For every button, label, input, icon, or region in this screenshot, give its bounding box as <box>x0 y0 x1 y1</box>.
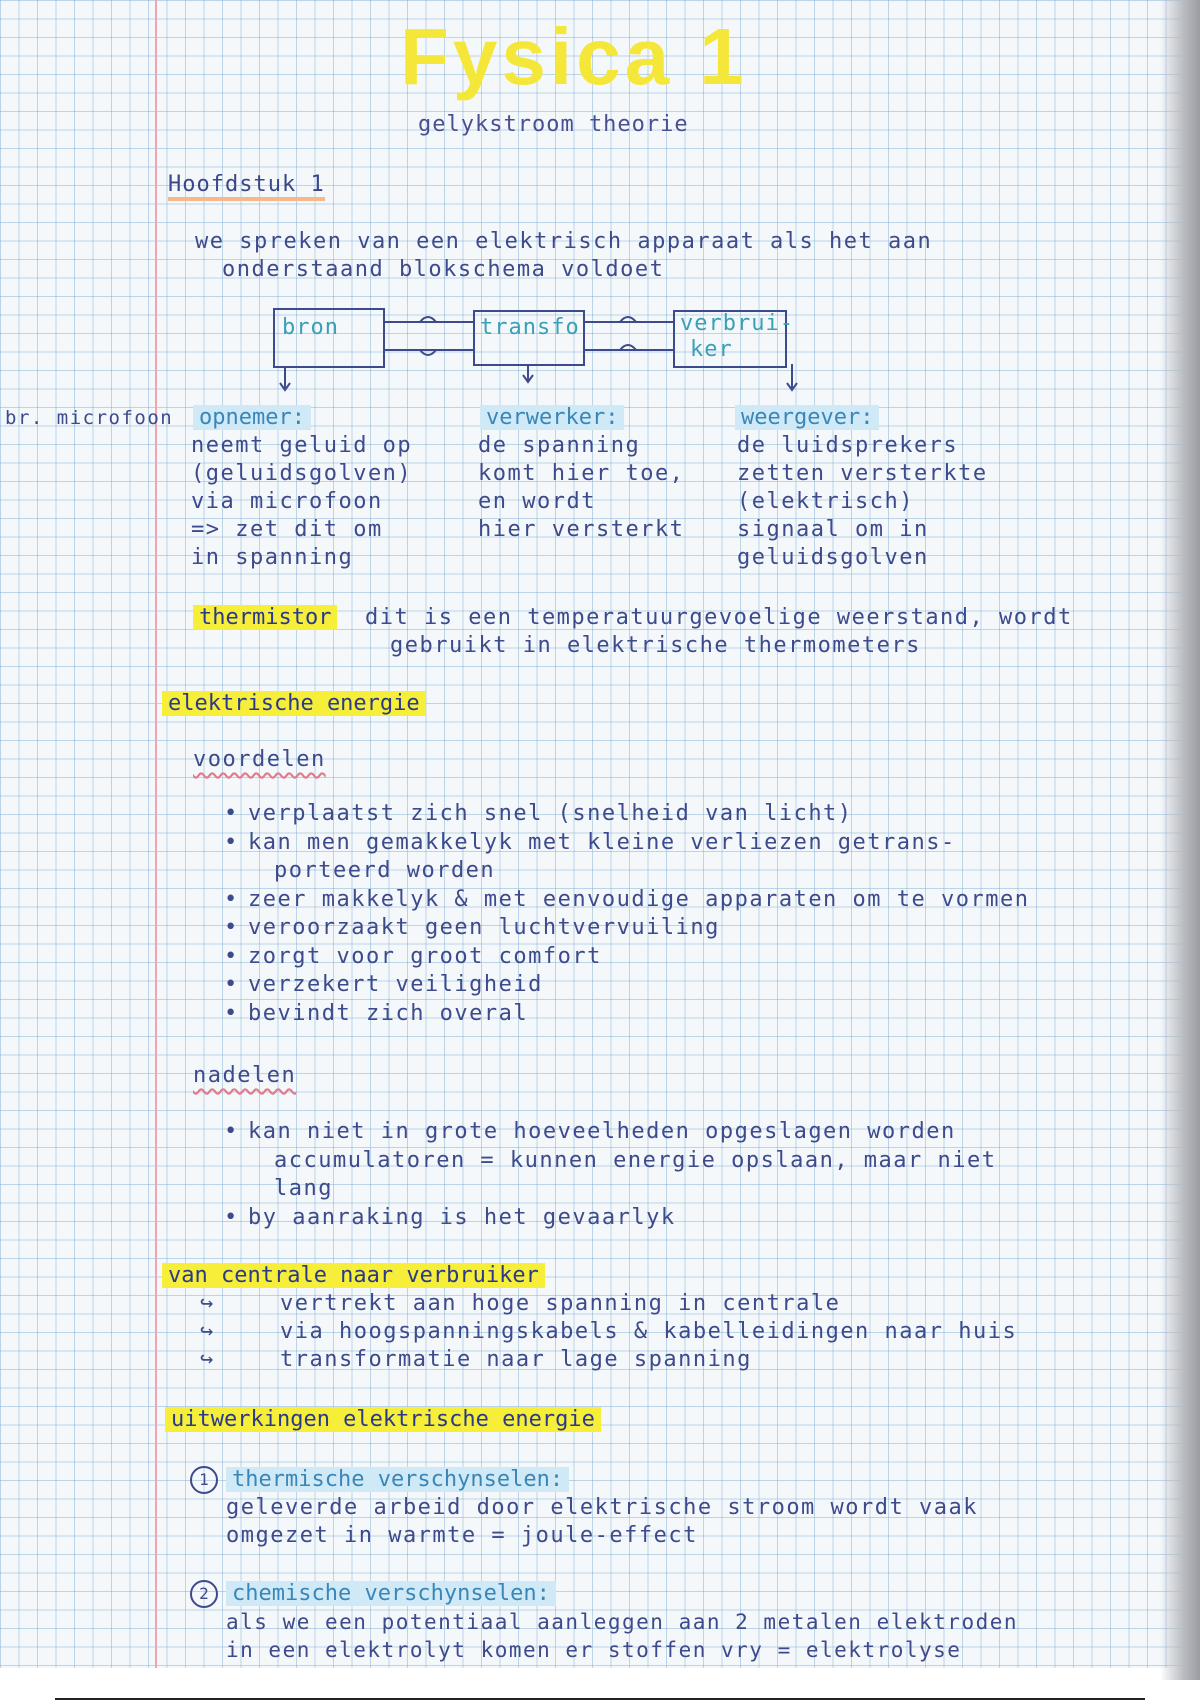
centrale-line: vertrekt aan hoge spanning in centrale <box>280 1291 841 1316</box>
list-item: • by aanraking is het gevaarlyk <box>218 1204 997 1233</box>
block-bron-label: bron <box>282 315 339 340</box>
section-heading-uitwerkingen: uitwerkingen elektrische energie <box>165 1407 601 1432</box>
intro-line-1: we spreken van een elektrisch apparaat als het aan <box>195 229 933 254</box>
column-line: (geluidsgolven) <box>191 461 413 486</box>
list-item-continuation: accumulatoren = kunnen energie opslaan, maar niet <box>274 1147 997 1173</box>
block-verbruiker-label-1: verbrui- <box>680 311 794 336</box>
column-line: hier versterkt <box>478 517 685 542</box>
column-line: => zet dit om <box>191 517 383 542</box>
block-verbruiker-label-2: ker <box>690 337 733 362</box>
chapter-heading: Hoofdstuk 1 <box>168 172 325 201</box>
list-item: • kan men gemakkelyk met kleine verliezen getrans- <box>218 829 1030 858</box>
list-item: • zorgt voor groot comfort <box>218 943 1030 972</box>
column-line: signaal om in <box>737 517 929 542</box>
voordelen-heading: voordelen <box>193 747 326 772</box>
uitwerking-heading: thermische verschynselen: <box>226 1467 569 1492</box>
list-item: • verplaatst zich snel (snelheid van licht) <box>218 800 1030 829</box>
section-heading-centrale: van centrale naar verbruiker <box>162 1263 545 1288</box>
column-line: geluidsgolven <box>737 545 929 570</box>
uitwerking-heading: chemische verschynselen: <box>226 1581 556 1606</box>
thermistor-line-2: gebruikt in elektrische thermometers <box>390 633 921 658</box>
nadelen-list <box>218 1118 997 1232</box>
uitwerking-line: als we een potentiaal aanleggen aan 2 metalen elektroden <box>226 1610 1019 1634</box>
page-subtitle: gelykstroom theorie <box>418 112 689 137</box>
arrow-icon: ↪ <box>200 1291 215 1316</box>
diagram-connectors <box>0 0 1200 420</box>
intro-line-2: onderstaand blokschema voldoet <box>222 257 665 282</box>
thermistor-line-1: dit is een temperatuurgevoelige weerstand, wordt <box>365 605 1073 630</box>
column-line: in spanning <box>191 545 354 570</box>
column-line: via microfoon <box>191 489 383 514</box>
arrow-icon: ↪ <box>200 1319 215 1344</box>
list-item: • veroorzaakt geen luchtvervuiling <box>218 914 1030 943</box>
voordelen-list <box>218 800 1030 1028</box>
arrow-icon: ↪ <box>200 1347 215 1372</box>
side-note: br. microfoon <box>5 407 174 429</box>
column-line: neemt geluid op <box>191 433 413 458</box>
column-heading-weergever: weergever: <box>735 405 879 430</box>
nadelen-heading: nadelen <box>193 1063 297 1088</box>
column-line: de luidsprekers <box>737 433 959 458</box>
uitwerking-line: geleverde arbeid door elektrische stroom wordt vaak <box>226 1495 979 1520</box>
uitwerking-line: in een elektrolyt komen er stoffen vry = elektrolyse <box>226 1638 962 1662</box>
column-line: de spanning <box>478 433 641 458</box>
list-item: • verzekert veiligheid <box>218 971 1030 1000</box>
column-line: komt hier toe, <box>478 461 685 486</box>
thermistor-term: thermistor <box>193 605 337 630</box>
block-transfo-label: transfo <box>480 315 580 340</box>
column-line: (elektrisch) <box>737 489 914 514</box>
section-heading-energy: elektrische energie <box>162 691 426 716</box>
page-title: Fysica 1 <box>400 12 748 101</box>
column-line: en wordt <box>478 489 596 514</box>
list-item: • zeer makkelyk & met eenvoudige apparaten om te vormen <box>218 886 1030 915</box>
number-badge: 2 <box>190 1580 218 1608</box>
list-item: • bevindt zich overal <box>218 1000 1030 1029</box>
column-heading-opnemer: opnemer: <box>193 405 311 430</box>
column-line: zetten versterkte <box>737 461 988 486</box>
centrale-line: transformatie naar lage spanning <box>280 1347 752 1372</box>
column-heading-verwerker: verwerker: <box>480 405 624 430</box>
list-item-continuation: lang <box>274 1176 333 1201</box>
centrale-line: via hoogspanningskabels & kabelleidingen naar huis <box>280 1319 1018 1344</box>
list-item: • kan niet in grote hoeveelheden opgeslagen worden <box>218 1118 997 1147</box>
number-badge: 1 <box>190 1466 218 1494</box>
list-item-continuation: porteerd worden <box>274 858 496 883</box>
uitwerking-line: omgezet in warmte = joule-effect <box>226 1523 698 1548</box>
